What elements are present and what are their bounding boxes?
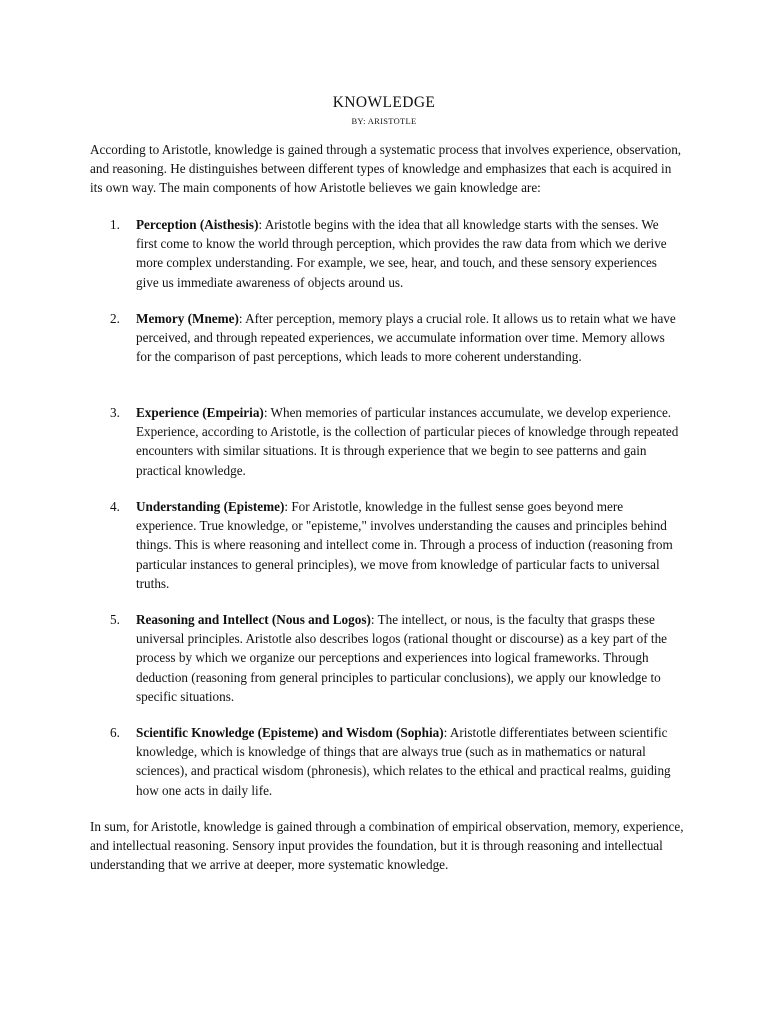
list-item-term: Memory (Mneme) xyxy=(136,311,239,326)
list-item-term: Understanding (Episteme) xyxy=(136,499,285,514)
list-item-number: 3. xyxy=(110,405,120,420)
list-item-term: Perception (Aisthesis) xyxy=(136,217,259,232)
list-item-text: : The intellect, or nous, is the faculty that grasps these universal principles. Aristotle also describes logos (rational thought or discourse) as a key part of the process by which we organize our perceptions and experiences into logical frameworks. Through deduction (reasoning from general principles to particular conclusions), we apply our knowledge to specific situations. xyxy=(136,612,668,704)
list-item-text: : After perception, memory plays a crucial role. It allows us to retain what we have perceived, and through repeated experiences, we accumulate information over time. Memory allows for the comparison of past perceptions, which leads to more coherent understanding. xyxy=(136,311,676,365)
intro-paragraph: According to Aristotle, knowledge is gained through a systematic process that involves experience, observation, and reasoning. He distinguishes between different types of knowledge and emphasizes that each is acquired in its own way. The main components of how Aristotle believes we gain knowledge are: xyxy=(90,142,682,196)
list-item-number: 4. xyxy=(110,499,120,514)
list-item-text: : Aristotle differentiates between scientific knowledge, which is knowledge of things that are always true (such as in mathematics or natural sciences), and practical wisdom (phronesis), which relates to the ethical and practical realms, guiding how one acts in daily life. xyxy=(136,725,671,798)
conclusion-paragraph: In sum, for Aristotle, knowledge is gained through a combination of empirical observation, memory, experience, and intellectual reasoning. Sensory input provides the foundation, but it is through reasoning and intellectual understanding that we arrive at deeper, more systematic knowledge. xyxy=(90,819,684,873)
list-item-text: : For Aristotle, knowledge in the fullest sense goes beyond mere experience. True knowledge, or "episteme," involves understanding the causes and principles behind things. This is where reasoning and intellect come in. Through a process of induction (reasoning from particular instances to general principles), we move from knowledge of particular facts to universal truths. xyxy=(136,499,673,591)
list-item-body xyxy=(136,403,681,480)
byline: BY: ARISTOTLE xyxy=(351,116,417,126)
list-item-body xyxy=(136,610,681,706)
list-item-term: Experience (Empeiria) xyxy=(136,405,264,420)
list-item-body xyxy=(136,723,681,800)
list-item-number: 1. xyxy=(110,217,120,232)
list-item-body xyxy=(136,215,681,292)
list-item-body xyxy=(136,497,681,593)
page-title: KNOWLEDGE xyxy=(332,94,436,111)
list-item-number: 5. xyxy=(110,612,120,627)
list-item-text: : When memories of particular instances accumulate, we develop experience. Experience, according to Aristotle, is the collection of particular pieces of knowledge through repeated encounters with similar situations. It is through experience that we begin to see patterns and gain practical knowledge. xyxy=(136,405,679,478)
list-item-term: Reasoning and Intellect (Nous and Logos) xyxy=(136,612,371,627)
list-item-term: Scientific Knowledge (Episteme) and Wisdom (Sophia) xyxy=(136,725,444,740)
list-item-number: 6. xyxy=(110,725,120,740)
list-item-text: : Aristotle begins with the idea that all knowledge starts with the senses. We first come to know the world through perception, which provides the raw data from which we derive more complex understanding. For example, we see, hear, and touch, and these sensory experiences give us immediate awareness of objects around us. xyxy=(136,217,667,290)
list-item-body xyxy=(136,309,681,367)
list-item-number: 2. xyxy=(110,311,120,326)
